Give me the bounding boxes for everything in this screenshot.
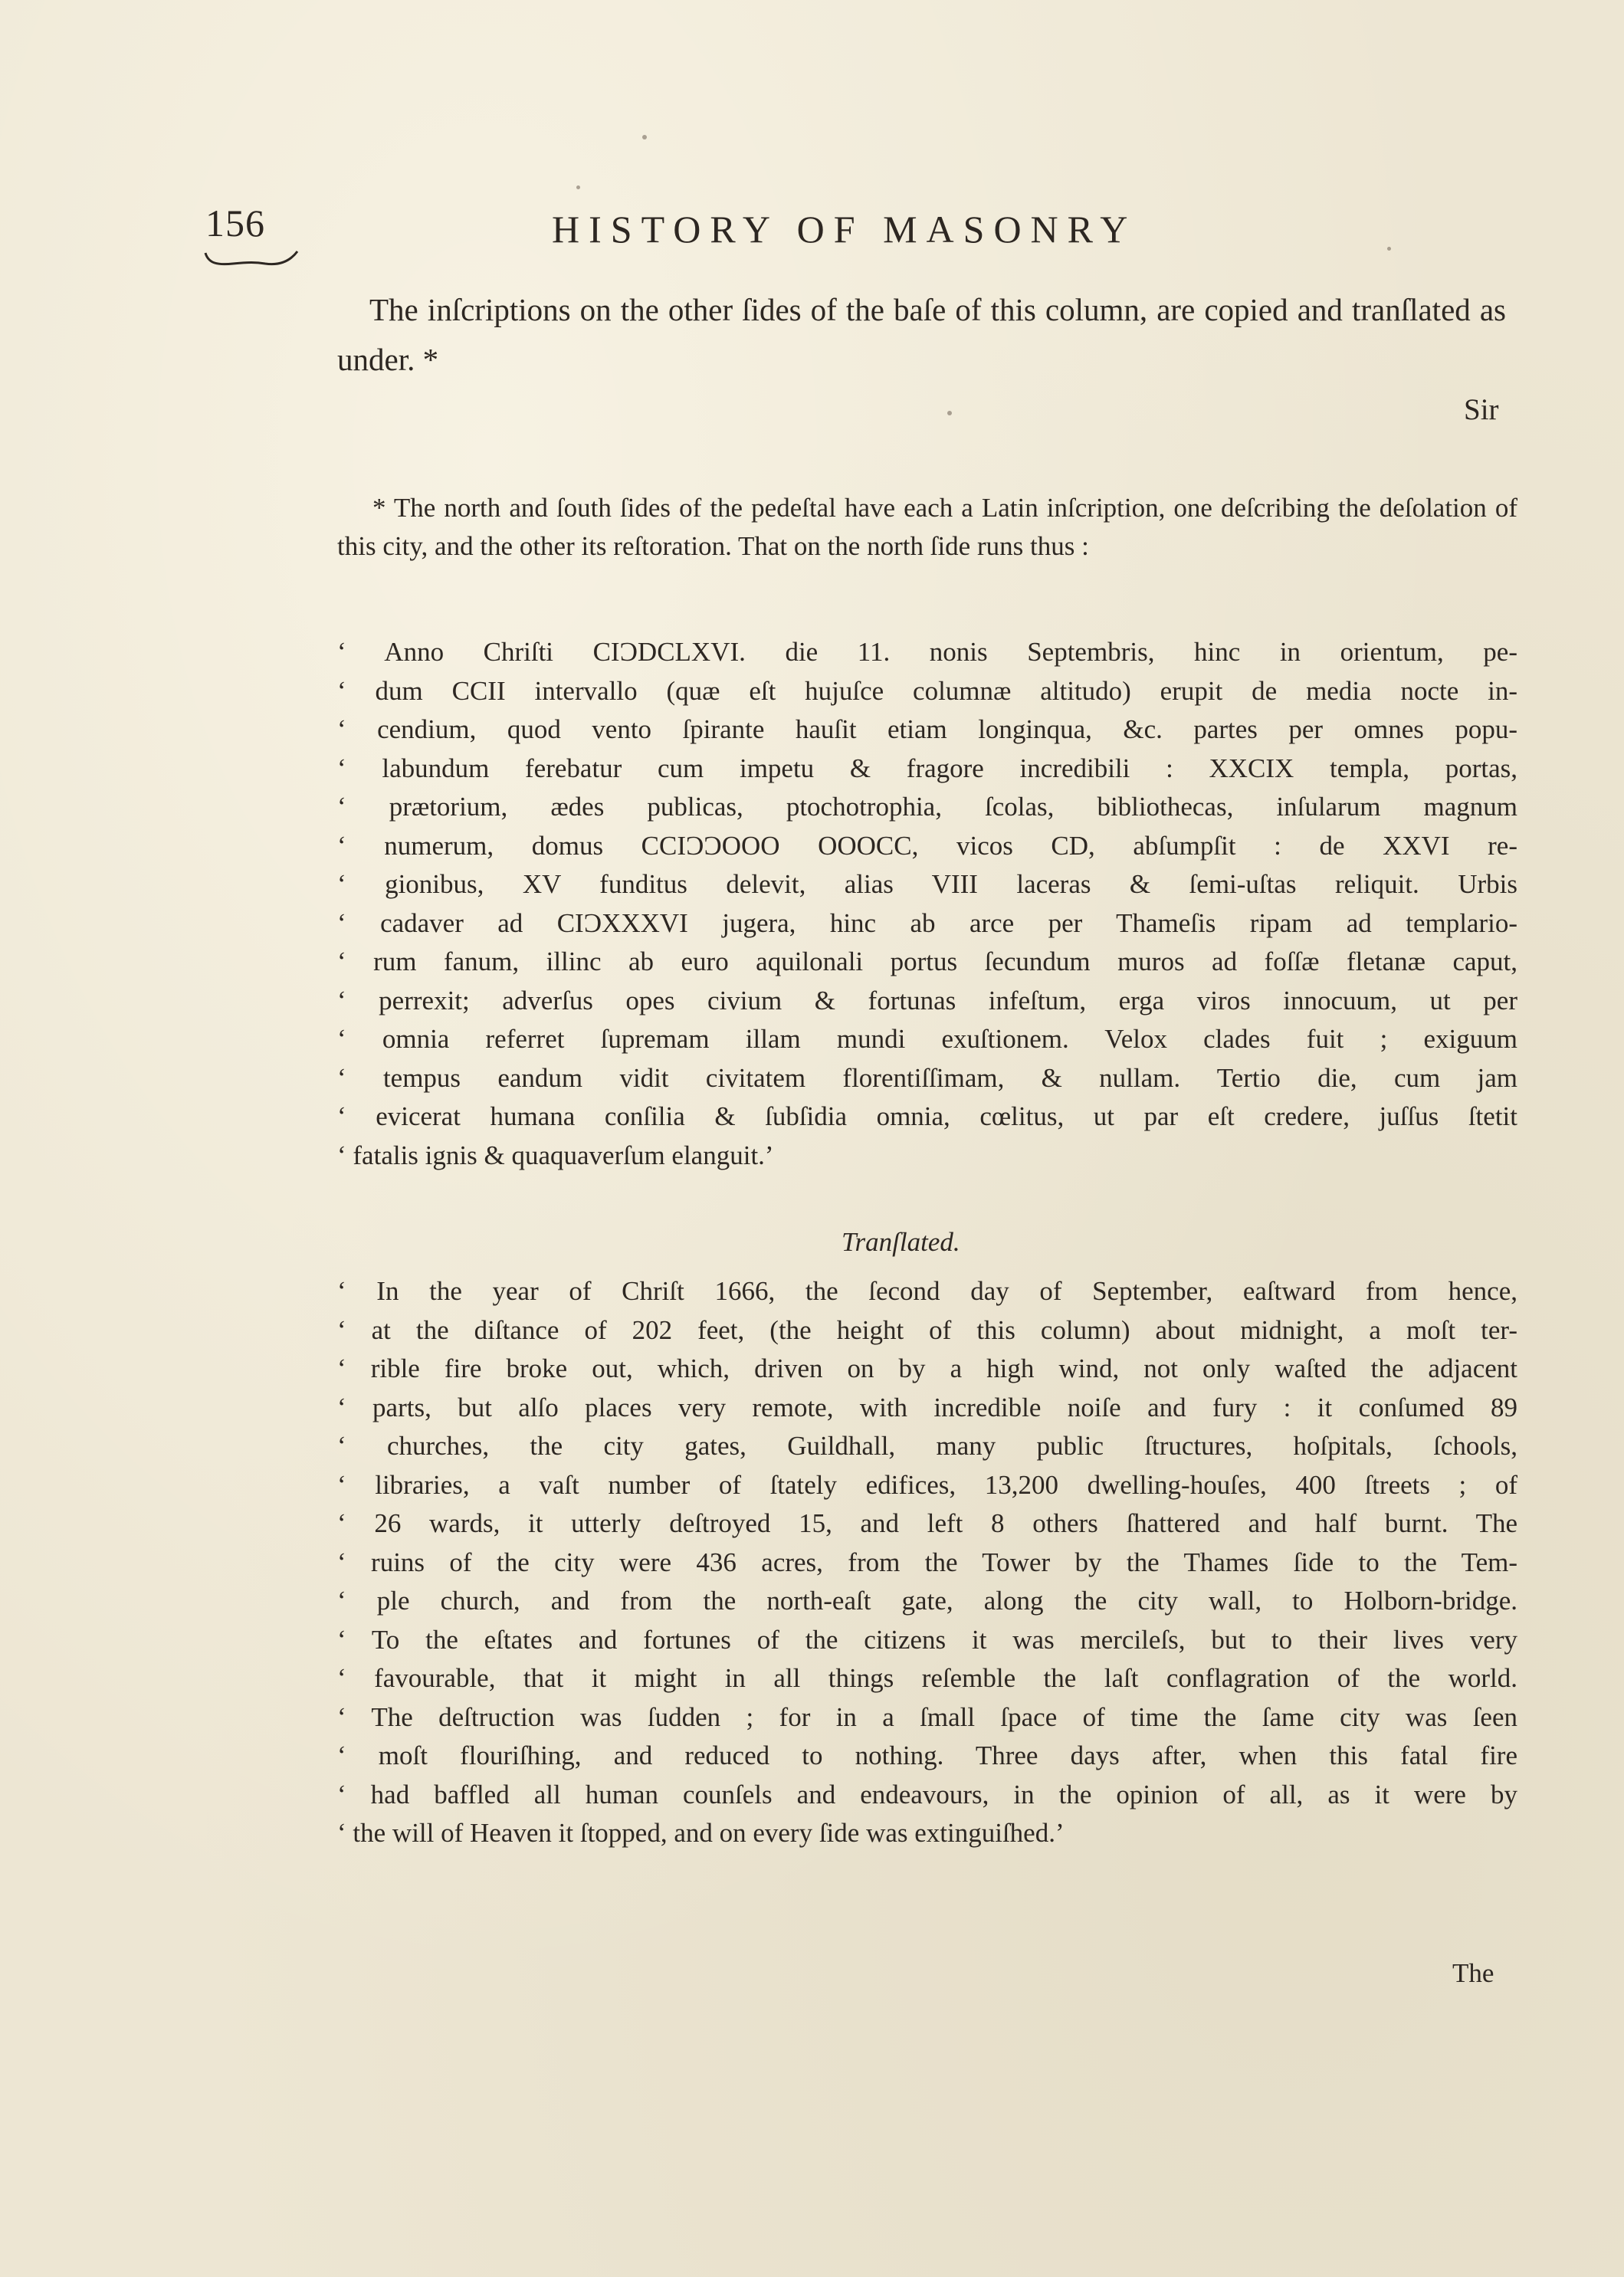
- english-line: ‘ ple church, and from the north-eaſt gate, along the city wall, to Holborn-bridge.: [337, 1586, 1517, 1616]
- english-line: ‘ libraries, a vaſt number of ſtately edifices, 13,200 dwelling-houſes, 400 ſtreets ; of: [337, 1469, 1517, 1500]
- latin-line: ‘ cadaver ad CIƆXXXVI jugera, hinc ab arce per Thameſis ripam ad templario-: [337, 907, 1517, 938]
- english-line: ‘ had baffled all human counſels and endeavours, in the opinion of all, as it were by: [337, 1779, 1517, 1809]
- english-line: ‘ 26 wards, it utterly deſtroyed 15, and left 8 others ſhattered and half burnt. The: [337, 1508, 1517, 1538]
- footnote-text: * The north and ſouth ſides of the pedeſtal have each a Latin inſcription, one deſcribing the deſolation of this city, and the other its reſtoration. That on the north ſide runs thus :: [337, 493, 1517, 561]
- latin-line: ‘ evicerat humana conſilia & ſubſidia omnia, cœlitus, ut par eſt credere, juſſus ſtetit: [337, 1101, 1517, 1131]
- english-line: ‘ the will of Heaven it ſtopped, and on every ſide was extinguiſhed.’: [337, 1818, 1065, 1848]
- latin-line: ‘ rum fanum, illinc ab euro aquilonali portus ſecundum muros ad foſſæ fletanæ caput,: [337, 947, 1517, 976]
- english-line: ‘ ruins of the city were 436 acres, from the Tower by the Thames ſide to the Tem-: [337, 1547, 1517, 1577]
- paper-speck: [1387, 247, 1391, 251]
- english-line: ‘ parts, but alſo places very remote, with incredible noiſe and fury : it conſumed 89: [337, 1392, 1517, 1422]
- english-line: ‘ moſt flouriſhing, and reduced to nothing. Three days after, when this fatal fire: [337, 1741, 1517, 1770]
- footnote: [337, 489, 1517, 566]
- latin-inscription: [337, 633, 1517, 1175]
- latin-line: ‘ gionibus, XV funditus delevit, alias VIII laceras & ſemi-uſtas reliquit. Urbis: [337, 869, 1517, 899]
- english-line: ‘ at the diſtance of 202 feet, (the height of this column) about midnight, a moſt ter-: [337, 1314, 1517, 1345]
- latin-line: ‘ numerum, domus CCIƆƆOOO OOOCC, vicos CD, abſumpſit : de XXVI re-: [337, 830, 1517, 861]
- latin-line: ‘ omnia referret ſupremam illam mundi exuſtionem. Velox clades fuit ; exiguum: [337, 1024, 1517, 1054]
- english-line: ‘ rible fire broke out, which, driven on by a high wind, not only waſted the adjacent: [337, 1353, 1517, 1383]
- latin-line: ‘ tempus eandum vidit civitatem florentiſſimam, & nullam. Tertio die, cum jam: [337, 1062, 1517, 1093]
- paper-speck: [642, 135, 647, 139]
- english-line: ‘ The deſtruction was ſudden ; for in a ſmall ſpace of time the ſame city was ſeen: [337, 1701, 1517, 1732]
- intro-paragraph: [337, 285, 1506, 385]
- latin-line: ‘ perrexit; adverſus opes civium & fortunas infeſtum, erga viros innocuum, ut per: [337, 985, 1517, 1015]
- intro-text: The inſcriptions on the other ſides of the baſe of this column, are copied and tranſlated as under. *: [337, 292, 1506, 377]
- latin-line: ‘ labundum ferebatur cum impetu & fragore incredibili : XXCIX templa, portas,: [337, 753, 1517, 783]
- latin-line: ‘ dum CCII intervallo (quæ eſt hujuſce columnæ altitudo) erupit de media nocte in-: [337, 675, 1517, 706]
- catchword-bottom: The: [1452, 1958, 1494, 1988]
- paper-speck: [947, 411, 952, 415]
- running-title: HISTORY OF MASONRY: [552, 208, 1137, 251]
- latin-line: ‘ fatalis ignis & quaquaverſum elanguit.’: [337, 1140, 774, 1170]
- page-number: 156: [205, 202, 265, 244]
- catchword-top: Sir: [1464, 393, 1499, 426]
- english-line: ‘ In the year of Chriſt 1666, the ſecond day of September, eaſtward from hence,: [337, 1276, 1517, 1306]
- english-translation: [337, 1272, 1517, 1853]
- page-number-flourish-ornament: [202, 247, 302, 270]
- english-line: ‘ To the eſtates and fortunes of the citizens it was mercileſs, but to their lives very: [337, 1624, 1517, 1655]
- latin-line: ‘ prætorium, ædes publicas, ptochotrophia, ſcolas, bibliothecas, inſularum magnum: [337, 792, 1517, 822]
- latin-line: ‘ Anno Chriſti CIƆDCLXVI. die 11. nonis Septembris, hinc in orientum, pe-: [337, 637, 1517, 667]
- english-line: ‘ churches, the city gates, Guildhall, many public ſtructures, hoſpitals, ſchools,: [337, 1431, 1517, 1461]
- paper-speck: [576, 185, 580, 189]
- english-line: ‘ favourable, that it might in all things reſemble the laſt conflagration of the world.: [337, 1663, 1517, 1693]
- translated-heading: Tranſlated.: [842, 1227, 960, 1257]
- latin-line: ‘ cendium, quod vento ſpirante hauſit etiam longinqua, &c. partes per omnes popu-: [337, 714, 1517, 744]
